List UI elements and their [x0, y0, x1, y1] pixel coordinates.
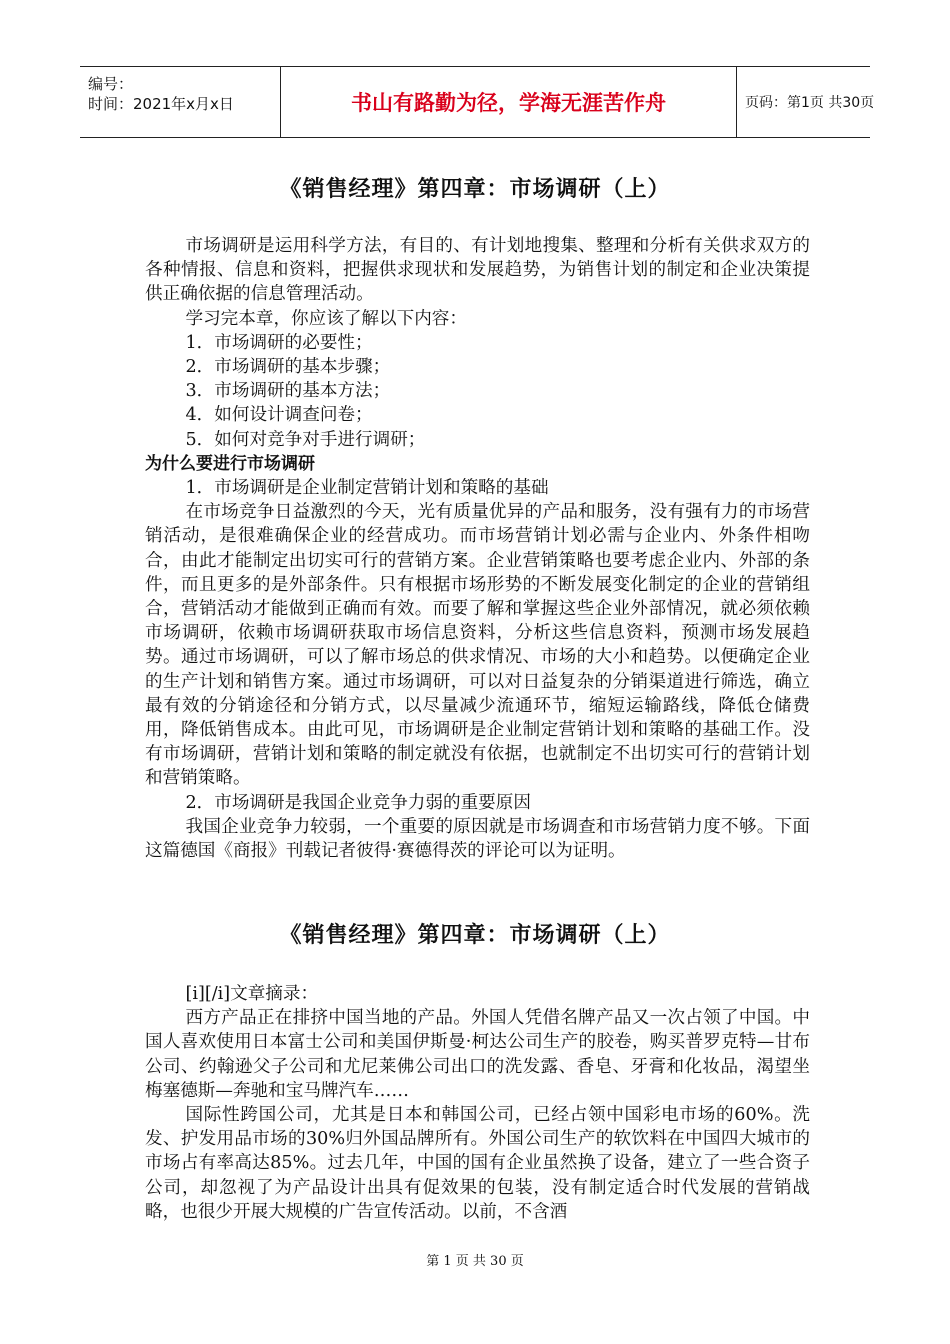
- excerpt-section: [145, 982, 810, 1224]
- intro-paragraph: 市场调研是运用科学方法，有目的、有计划地搜集、整理和分析有关供求双方的各种情报、信息和资料，把握供求现状和发展趋势，为销售计划的制定和企业决策提供正确依据的信息管理活动。: [145, 236, 810, 305]
- list-item: 3．市场调研的基本方法；: [185, 381, 391, 402]
- intro-section: [145, 234, 810, 863]
- subheading: 2．市场调研是我国企业竞争力弱的重要原因: [185, 792, 531, 813]
- list-item: 5．如何对竞争对手进行调研；: [185, 429, 426, 450]
- header-meta: [80, 67, 280, 137]
- chapter-title: 《销售经理》第四章：市场调研（上）: [279, 177, 671, 202]
- list-item: 4．如何设计调查问卷；: [185, 405, 373, 426]
- page-header: [80, 66, 875, 138]
- section-heading: 为什么要进行市场调研: [145, 453, 315, 474]
- page-footer: 第 1 页 共 30 页: [426, 1254, 524, 1269]
- body-paragraph: 国际性跨国公司，尤其是日本和韩国公司，已经占领中国彩电市场的60%。洗发、护发用品市场的30%归外国品牌所有。外国公司生产的软饮料在中国四大城市的市场占有率高达85%。过去几年，中国的国有企业虽然换了设备，建立了一些合资子公司，却忽视了为产品设计出具有促效果的包装，没有制定适合时代发展的营销战略，也很少开展大规模的广告宣传活动。以前，不含酒: [145, 1105, 810, 1222]
- list-item: 2．市场调研的基本步骤；: [185, 357, 391, 378]
- learn-prompt: 学习完本章，你应该了解以下内容：: [185, 308, 467, 329]
- time-label: 时间：2021年x月x日: [88, 95, 234, 113]
- list-item: 1．市场调研的必要性；: [185, 332, 373, 353]
- header-slogan: 书山有路勤为径，学海无涯苦作舟: [280, 67, 737, 137]
- body-paragraph: 西方产品正在排挤中国当地的产品。外国人凭借名牌产品又一次占领了中国。中国人喜欢使用日本富士公司和美国伊斯曼·柯达公司生产的胶卷，购买普罗克特—甘布公司、约翰逊父子公司和尤尼莱佛公司出口的洗发露、香皂、牙膏和化妆品，渴望坐梅塞德斯—奔驰和宝马牌汽车……: [145, 1008, 810, 1101]
- body-paragraph: 我国企业竞争力较弱，一个重要的原因就是市场调查和市场营销力度不够。下面这篇德国《商报》刊载记者彼得·赛德得茨的评论可以为证明。: [145, 816, 810, 862]
- body-paragraph: 在市场竞争日益激烈的今天，光有质量优异的产品和服务，没有强有力的市场营销活动，是很难确保企业的经营成功。而市场营销计划必需与企业内、外条件相吻合，由此才能制定出切实可行的营销方案。企业营销策略也要考虑企业内、外部的条件，而且更多的是外部条件。只有根据市场形势的不断发展变化制定的企业的营销组合，营销活动才能做到正确而有效。而要了解和掌握这些企业外部情况，就必须依赖市场调研，依赖市场调研获取市场信息资料，分析这些信息资料，预测市场发展趋势。通过市场调研，可以了解市场总的供求情况、市场的大小和趋势。以便确定企业的生产计划和销售方案。通过市场调研，可以对日益复杂的分销渠道进行筛选，确立最有效的分销途径和分销方式，以尽量减少流通环节，缩短运输路线，降低仓储费用，降低销售成本。由此可见，市场调研是企业制定营销计划和策略的基础工作。没有市场调研，营销计划和策略的制定就没有依据，也就制定不出切实可行的营销计划和营销策略。: [145, 502, 810, 789]
- excerpt-label: [i][/i]文章摘录：: [185, 984, 319, 1004]
- number-label: 编号：: [88, 75, 134, 93]
- subheading: 1．市场调研是企业制定营销计划和策略的基础: [185, 478, 549, 499]
- chapter-title-repeat: 《销售经理》第四章：市场调研（上）: [279, 923, 671, 948]
- header-page-info: 页码：第1页 共30页: [745, 95, 875, 111]
